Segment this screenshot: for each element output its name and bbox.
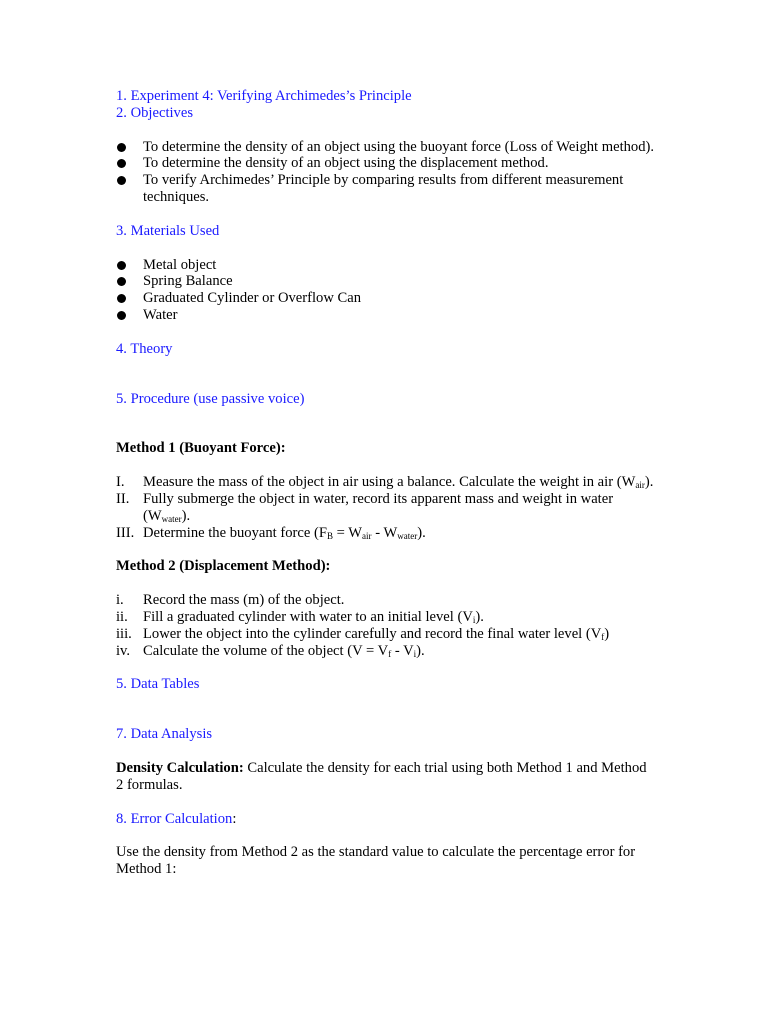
list-item: I. Measure the mass of the object in air using a balance. Calculate the weight in air $(W_{air})$. (116, 474, 654, 491)
materials-list (116, 257, 656, 324)
heading-materials: 3. Materials Used (116, 222, 220, 239)
heading-theory: 4. Theory (116, 340, 173, 357)
method1-title: Method 1 (Buoyant Force): (116, 440, 286, 457)
list-item: iii. Lower the object into the cylinder carefully and record the final water level $(V_f)$ (116, 625, 610, 642)
bullet-icon (117, 277, 126, 286)
heading-error-calculation: 8. Error Calculation: (116, 810, 237, 827)
bullet-icon (117, 261, 126, 270)
heading-procedure: 5. Procedure (use passive voice) (116, 390, 305, 407)
method1-steps (116, 474, 656, 541)
bullet-icon (117, 311, 126, 320)
step-number: ii. (116, 608, 128, 625)
list-item: Metal object (116, 257, 656, 274)
list-item: i. Record the mass (m) of the object. (116, 592, 345, 609)
density-calculation-label: Density Calculation: (116, 759, 244, 776)
heading-experiment-title: 1. Experiment 4: Verifying Archimedes’s Principle (116, 88, 412, 104)
bullet-icon (117, 176, 126, 185)
list-item: To determine the density of an object using the buoyant force (Loss of Weight method). (116, 139, 656, 156)
bullet-icon (117, 294, 126, 303)
step-number: III. (116, 524, 135, 541)
method2-title: Method 2 (Displacement Method): (116, 558, 331, 575)
heading-data-tables: 5. Data Tables (116, 676, 200, 693)
step-number: i. (116, 592, 124, 609)
heading-data-analysis: 7. Data Analysis (116, 726, 213, 743)
heading-objectives: 2. Objectives (116, 104, 194, 121)
step-number: iii. (116, 625, 132, 642)
density-calculation-paragraph: Density Calculation: Calculate the density for each trial using both Method 1 and Method 2 formulas. (116, 759, 647, 793)
list-item: To verify Archimedes’ Principle by comparing results from different measurement techniques. (116, 172, 656, 206)
list-item: II. Fully submerge the object in water, record its apparent mass and weight in water $(W_{water})$. (116, 490, 614, 524)
step-number: I. (116, 474, 125, 491)
list-item: Spring Balance (116, 273, 656, 290)
objectives-list (116, 139, 656, 206)
list-item: ii. Fill a graduated cylinder with water to an initial level $(V_i)$. (116, 608, 484, 625)
list-item: iv. Calculate the volume of the object $(V = V_f - V_i)$. (116, 642, 425, 659)
method2-steps (116, 592, 656, 659)
step-number: iv. (116, 642, 131, 659)
bullet-icon (117, 143, 126, 152)
step-number: II. (116, 490, 130, 507)
document-page (116, 88, 656, 878)
bullet-icon (117, 159, 126, 168)
error-calculation-paragraph: Use the density from Method 2 as the standard value to calculate the percentage error for Method 1: (116, 844, 636, 878)
list-item: III. Determine the buoyant force $(F_B = W_{air} - W_{water})$. (116, 524, 426, 541)
list-item: To determine the density of an object using the displacement method. (116, 155, 656, 172)
list-item: Graduated Cylinder or Overflow Can (116, 290, 656, 307)
list-item: Water (116, 307, 656, 324)
